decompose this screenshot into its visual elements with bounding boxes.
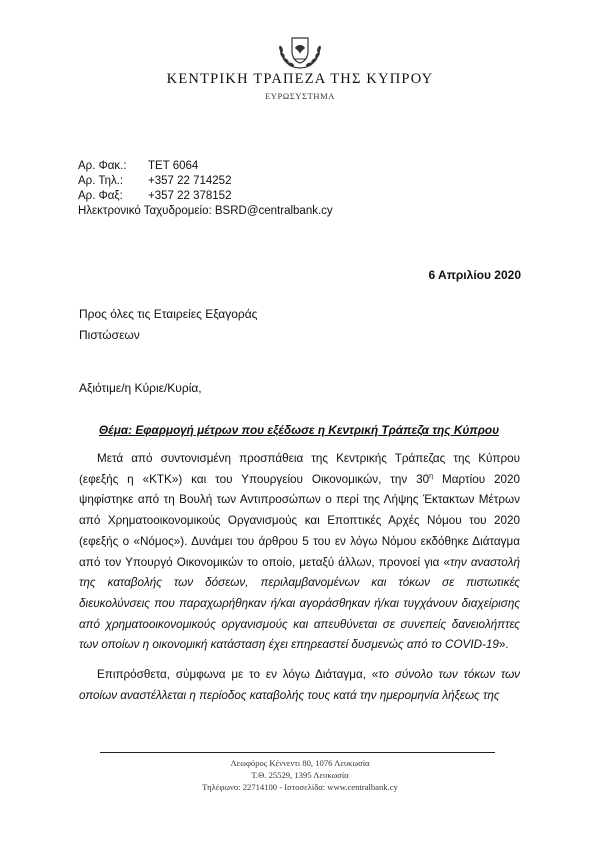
footer xyxy=(0,757,600,793)
fax-row xyxy=(78,189,333,204)
email-label: Ηλεκτρονικό Ταχυδρομείο: xyxy=(78,205,212,217)
footer-divider xyxy=(100,752,495,753)
phone-row xyxy=(78,174,333,189)
paragraph-1-quote: την αναστολή της καταβολής των δόσεων, περιλαμβανομένων και τόκων σε πιστωτικές διευκολύνσεις που παραχωρήθηκαν ή/και αγοράσθηκαν ή/και τυγχάνουν διαχείρισης από χρηματοοικονομικούς οργανισμούς και απευθύνεται σε συνεπείς δανειολήπτες των οποίων η οικονομική κατάσταση έχει επηρεαστεί δυσμενώς από το COVID-19 xyxy=(79,555,520,652)
addressee-line-2: Πιστώσεων xyxy=(79,328,140,342)
fax-label: Αρ. Φαξ: xyxy=(78,190,123,202)
fax-value: +357 22 378152 xyxy=(148,190,232,202)
paragraph-2-quote: το σύνολο των τόκων των οποίων αναστέλλεται η περίοδος καταβολής τους κατά την ημερομηνία λήξεως της xyxy=(79,668,521,702)
email-value: BSRD@centralbank.cy xyxy=(214,205,333,217)
ordinal-suffix: η xyxy=(429,472,434,480)
paragraph-2 xyxy=(79,665,520,706)
letter-body xyxy=(79,449,520,706)
file-label: Αρ. Φακ.: xyxy=(78,160,127,172)
paragraph-2-intro: Επιπρόσθετα, σύμφωνα με το εν λόγω Διάταγμα, « xyxy=(97,668,379,682)
cyprus-emblem-icon xyxy=(270,32,330,76)
subject-line xyxy=(79,423,519,437)
contact-block xyxy=(78,159,333,219)
paragraph-1-end: ». xyxy=(498,638,509,652)
footer-address: Λεωφόρος Κέννεντι 80, 1076 Λευκωσία xyxy=(230,758,370,768)
paragraph-1-intro: Μετά από συντονισμένη προσπάθεια της Κεντρικής Τράπεζας της Κύπρου (εφεξής η «ΚΤΚ») και του Υπουργείου Οικονομικών, την 30 xyxy=(79,452,520,486)
paragraph-1 xyxy=(79,449,520,656)
email-row xyxy=(78,204,333,219)
file-row xyxy=(78,159,333,174)
letter-date: 6 Απριλίου 2020 xyxy=(428,268,521,282)
bank-subtitle: ΕΥΡΩΣΥΣΤΗΜΑ xyxy=(264,91,336,101)
footer-pobox: Τ.Θ. 25529, 1395 Λευκωσία xyxy=(251,770,349,780)
paragraph-1-main: Μαρτίου 2020 ψηφίστηκε από τη Βουλή των Αντιπροσώπων ο περί της Λήψης Έκτακτων Μέτρων από Χρηματοοικονομικούς Οργανισμούς και Εποπτικές Αρχές Νόμου του 2020 (εφεξής ο «Νόμος»). Δυνάμει του άρθρου 5 του εν λόγω Νόμου εκδόθηκε Διάταγμα από τον Υπουργό Οικονομικών το οποίο, μεταξύ άλλων, προνοεί για « xyxy=(79,472,521,569)
bank-name: ΚΕΝΤΡΙΚΗ ΤΡΑΠΕΖΑ ΤΗΣ ΚΥΠΡΟΥ xyxy=(166,71,434,87)
addressee-line-1: Προς όλες τις Εταιρείες Εξαγοράς xyxy=(79,307,258,321)
phone-label: Αρ. Τηλ.: xyxy=(78,175,124,187)
salutation: Αξιότιμε/η Κύριε/Κυρία, xyxy=(79,381,202,395)
file-value: ΤΕΤ 6064 xyxy=(148,160,199,172)
addressee xyxy=(79,304,257,346)
subject-text: Εφαρμογή μέτρων που εξέδωσε η Κεντρική Τράπεζα της Κύπρου xyxy=(132,423,500,437)
footer-contact: Τηλέφωνο: 22714100 - Ιστοσελίδα: www.centralbank.cy xyxy=(202,782,398,792)
phone-value: +357 22 714252 xyxy=(148,175,232,187)
subject-label: Θέμα: xyxy=(98,423,133,437)
